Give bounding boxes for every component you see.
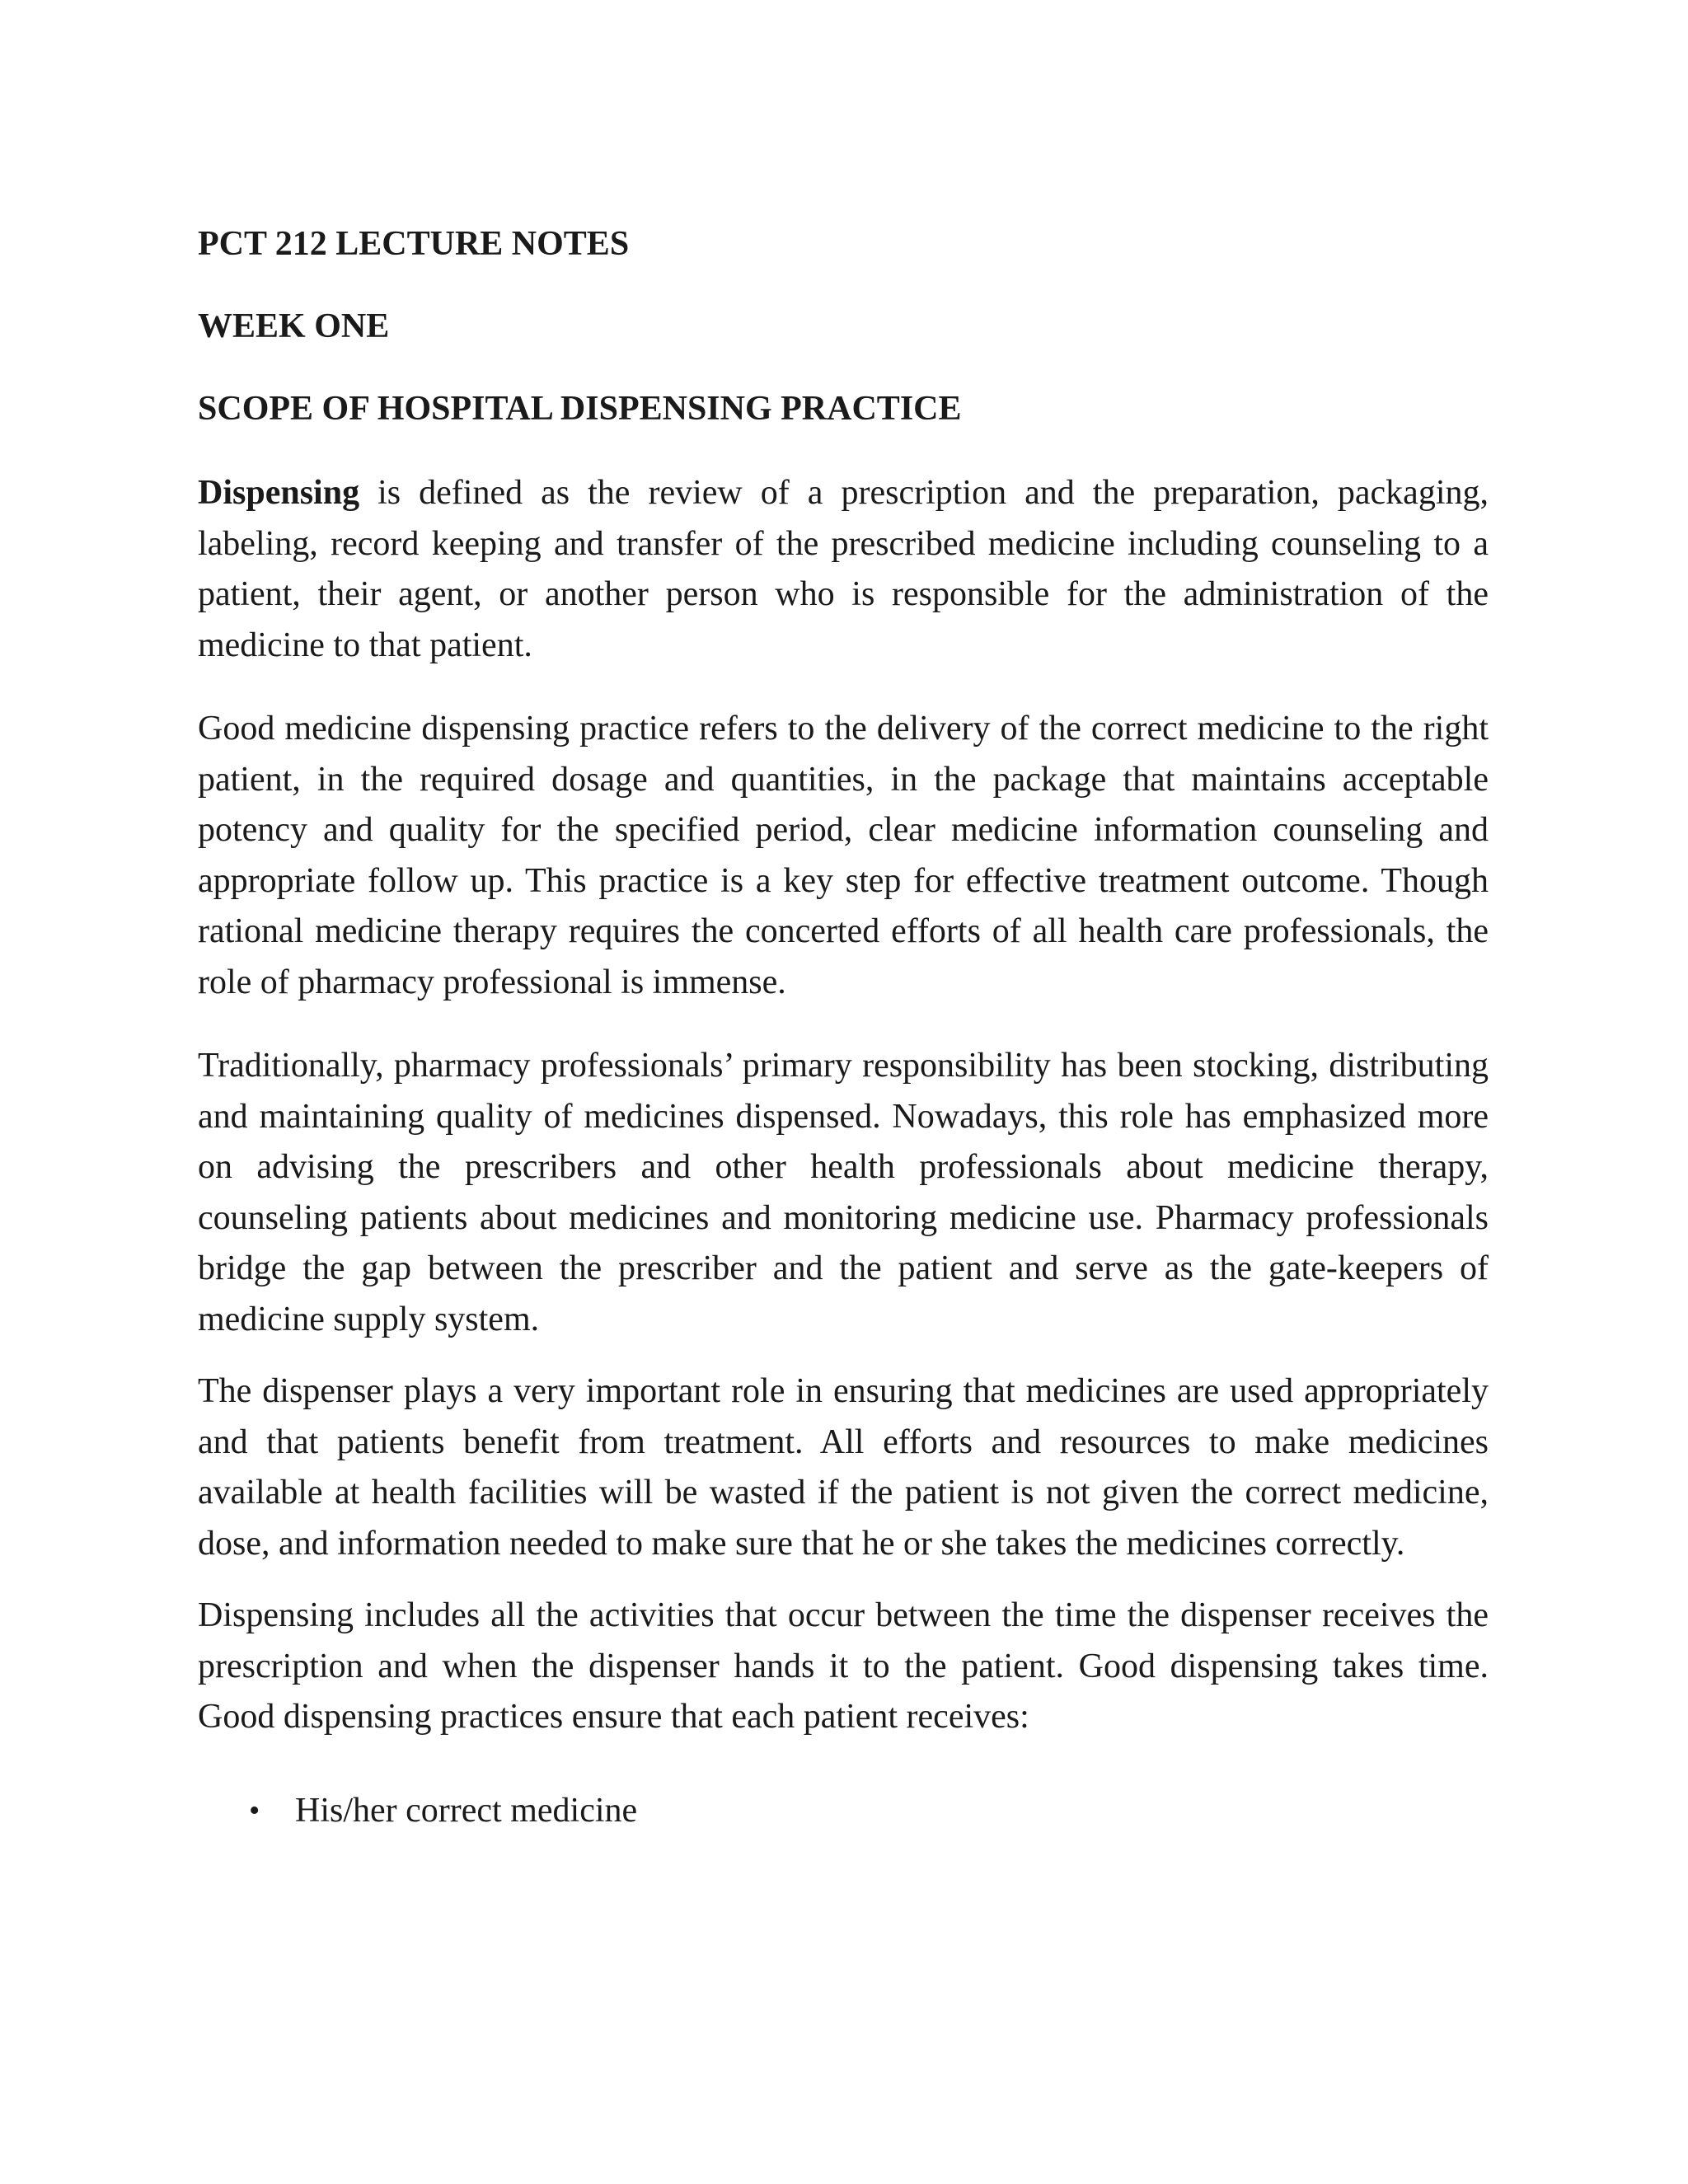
paragraph-dispensing-definition <box>198 468 1489 671</box>
section-title: SCOPE OF HOSPITAL DISPENSING PRACTICE <box>198 390 962 428</box>
list-item-text: His/her correct medicine <box>295 1791 638 1830</box>
bold-term: Dispensing <box>198 474 360 512</box>
list-item <box>198 1786 1489 1837</box>
document-page <box>198 223 1489 1836</box>
paragraph-dispensing-activities: Dispensing includes all the activities that occur between the time the dispenser receives the prescription and when the dispenser hands it to the patient. Good dispensing takes time. Good dispensing practices ensure that each patient receives: <box>198 1596 1489 1736</box>
paragraph-good-practice: Good medicine dispensing practice refers to the delivery of the correct medicine to the right patient, in the required dosage and quantities, in the package that maintains acceptable potency and quality for the specified period, clear medicine information counseling and appropriate follow up. This practice is a key step for effective treatment outcome. Though rational medicine therapy requires the concerted efforts of all health care professionals, the role of pharmacy professional is immense. <box>198 710 1489 1001</box>
bullet-icon: • <box>249 1793 260 1828</box>
paragraph-traditional-role: Traditionally, pharmacy professionals’ primary responsibility has been stocking, distributing and maintaining quality of medicines dispensed. Nowadays, this role has emphasized more on advising the prescribers and other health professionals about medicine therapy, counseling patients about medicines and monitoring medicine use. Pharmacy professionals bridge the gap between the prescriber and the patient and serve as the gate-keepers of medicine supply system. <box>198 1047 1489 1338</box>
paragraph-dispenser-role: The dispenser plays a very important role in ensuring that medicines are used appropriately and that patients benefit from treatment. All efforts and resources to make medicines available at health facilities will be wasted if the patient is not given the correct medicine, dose, and information needed to make sure that he or she takes the medicines correctly. <box>198 1372 1489 1563</box>
week-heading: WEEK ONE <box>198 307 390 345</box>
document-title: PCT 212 LECTURE NOTES <box>198 225 630 263</box>
paragraph-text: is defined as the review of a prescription and the preparation, packaging, labeling, record keeping and transfer of the prescribed medicine including counseling to a patient, their agent, or another person who is responsible for the administration of the medicine to that patient. <box>198 474 1489 664</box>
bullet-list <box>198 1786 1489 1837</box>
